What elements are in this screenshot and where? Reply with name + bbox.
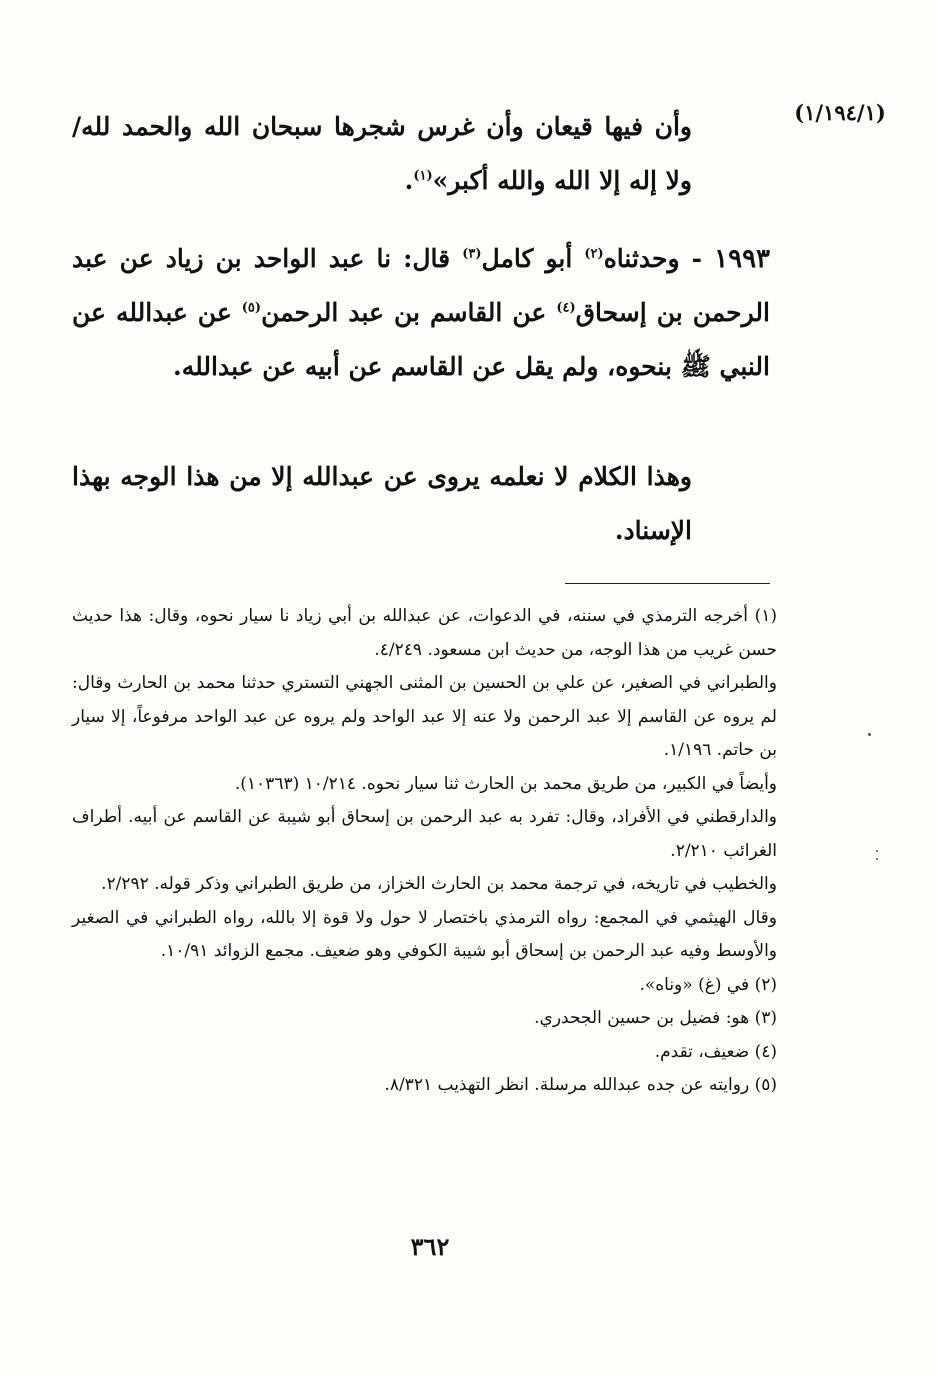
footnote-1-tabarani-saghir: والطبراني في الصغير، عن علي بن الحسين بن المثنى الجهني التستري حدثنا محمد بن الحارث وقال: لم يروه عن القاسم إلا عبد الرحمن ولا عنه إلا عبد الواحد ولم يروه عن عبد الواحد مرفوعاً، إلا سيار بن حاتم. ١/١٩٦. — [72, 673, 777, 760]
hadith-text-seg5: عن عبدالله عن النبي ﷺ بنحوه، ولم يقل عن القاسم عن أبيه عن عبدالله. — [72, 298, 770, 381]
commentary-paragraph — [72, 450, 692, 558]
footnote-1-khatib: والخطيب في تاريخه، في ترجمة محمد بن الحارث الخزاز، من طريق الطبراني وذكر قوله. ٢/٢٩٢. — [101, 874, 777, 894]
continuation-period: . — [404, 166, 414, 195]
manuscript-folio-reference: (١/١٩٤/١) — [794, 100, 886, 125]
hadith-continuation-paragraph — [72, 100, 692, 208]
footnote-1-daraqutni: والدارقطني في الأفراد، وقال: تفرد به عبد الرحمن بن إسحاق أبو شيبة عن القاسم عن أبيه. أطراف الغرائب ٢/٢١٠. — [72, 807, 777, 861]
footnote-marker-2: (٢) — [584, 246, 604, 262]
hadith-text-seg2: أبو كامل — [481, 244, 585, 273]
hadith-text-seg3: قال: نا عبد الواحد بن زياد عن عبد الرحمن بن إسحاق — [72, 244, 770, 327]
footnote-3: (٣) هو: فضيل بن حسين الجحدري. — [534, 1008, 777, 1028]
footnotes-section — [72, 600, 777, 1103]
footnote-1-tabarani-kabir: وأيضاً في الكبير، من طريق محمد بن الحارث ثنا سيار نحوه. ١٠/٢١٤ (١٠٣٦٣). — [234, 773, 777, 794]
page-number: ٣٦٢ — [410, 1232, 450, 1261]
scan-speck — [876, 858, 878, 860]
footnote-marker-3: (٣) — [462, 246, 482, 262]
hadith-text-seg1: - وحدثناه — [603, 244, 715, 273]
footnote-1: (١) أخرجه الترمذي في سننه، في الدعوات، عن عبدالله بن أبي زياد نا سيار نحوه، وقال: هذا حديث حسن غريب من هذا الوجه، من حديث ابن مسعود. ٤/٢٤٩. — [72, 606, 777, 660]
footnote-1-haythami: وقال الهيثمي في المجمع: رواه الترمذي باختصار لا حول ولا قوة إلا بالله، رواه الطبراني في الصغير والأوسط وفيه عبد الرحمن بن إسحاق أبو شيبة الكوفي وهو ضعيف. مجمع الزوائد ١٠/٩١. — [72, 907, 777, 961]
hadith-text-seg4: عن القاسم بن عبد الرحمن — [261, 298, 557, 327]
footnote-2: (٢) في (غ) «وناه». — [639, 974, 777, 995]
footnote-marker-1: (١) — [413, 168, 433, 184]
footnote-separator-rule — [565, 583, 770, 584]
footnote-marker-5: (٥) — [241, 300, 262, 316]
continuation-text: وأن فيها قيعان وأن غرس شجرها سبحان الله والحمد لله/ ولا إله إلا الله والله أكبر» — [72, 112, 692, 195]
commentary-text: وهذا الكلام لا نعلمه يروى عن عبدالله إلا من هذا الوجه بهذا الإسناد. — [72, 462, 692, 545]
footnote-5: (٥) روايته عن جده عبدالله مرسلة. انظر التهذيب ٨/٣٢١. — [384, 1075, 777, 1095]
hadith-1993-paragraph — [72, 232, 770, 394]
scan-speck — [876, 850, 878, 852]
footnote-4: (٤) ضعيف، تقدم. — [654, 1041, 777, 1062]
hadith-number: ١٩٩٣ — [714, 244, 770, 274]
footnote-marker-4: (٤) — [556, 300, 576, 316]
scan-speck — [868, 733, 871, 736]
